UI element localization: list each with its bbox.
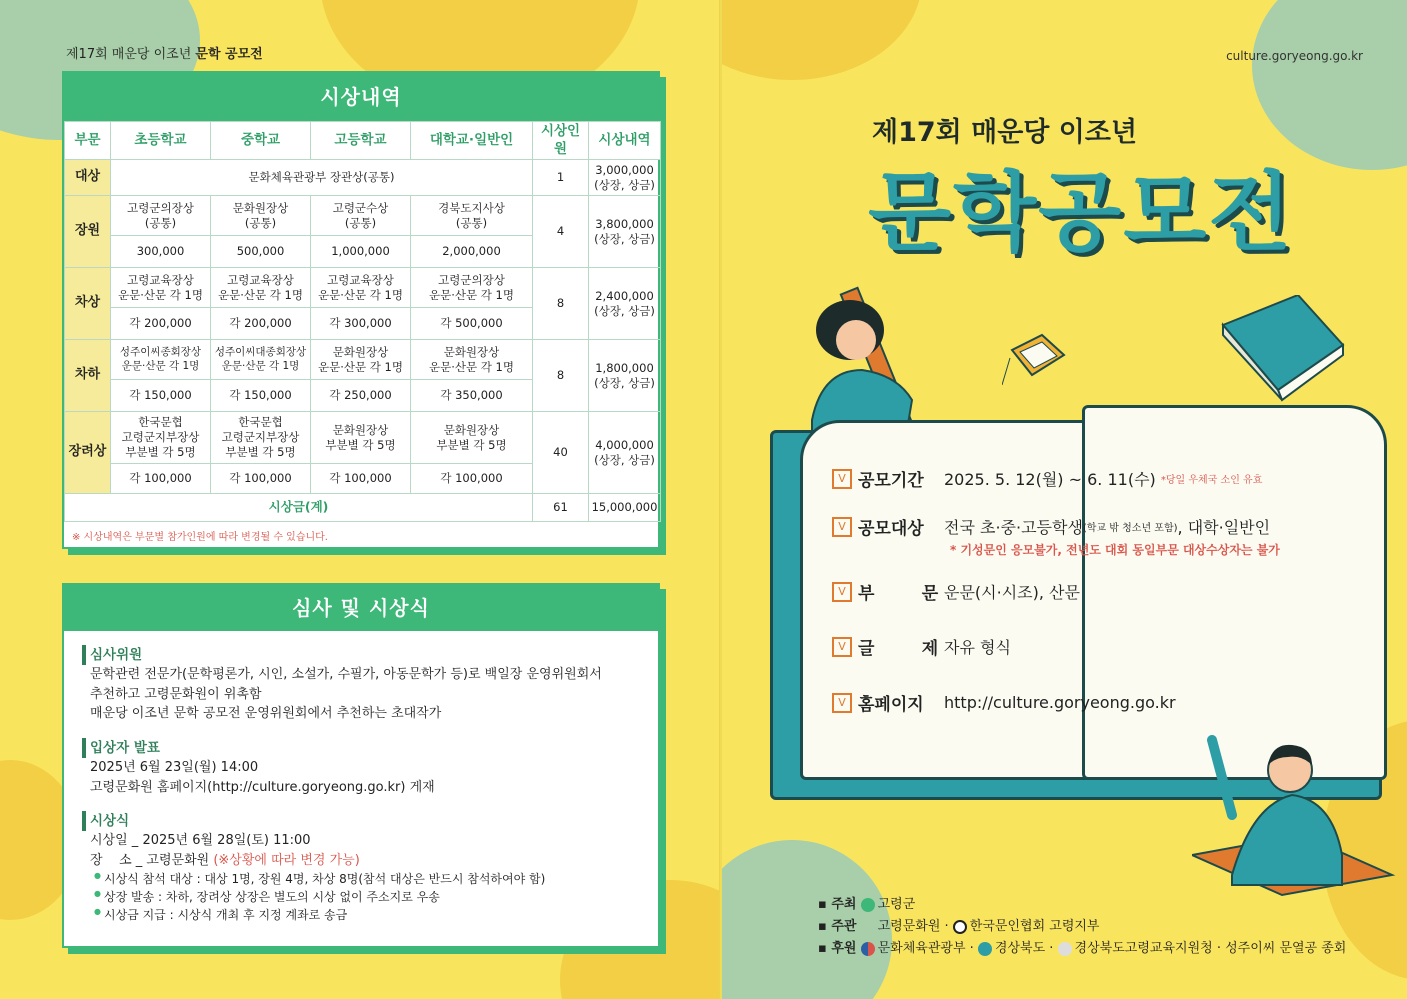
ceremony-place-text: 장 소 _ 고령문화원 xyxy=(90,852,214,868)
info-label: 공모기간 xyxy=(858,471,924,491)
amount-cell: 각 250,000 xyxy=(311,380,411,412)
ceremony-bullet: ● 상장 발송 : 차하, 장려상 상장은 별도의 시상 없이 주소지로 우송 xyxy=(82,888,640,906)
poster-title: 문학공모전 xyxy=(868,163,1294,263)
total-label: 시상금(계) xyxy=(65,494,533,522)
check-icon: V xyxy=(832,469,852,489)
judging-title: 심사 및 시상식 xyxy=(64,585,658,631)
ceremony-place xyxy=(82,851,640,871)
award-name-cell: 문화원장상 (공통) xyxy=(211,196,311,236)
info-topic xyxy=(832,634,1011,659)
award-name-cell: 성주이씨종회장상 운문·산문 각 1명 xyxy=(111,340,211,380)
detail-cell: 3,800,000 (상장, 상금) xyxy=(589,196,661,268)
col-header: 초등학교 xyxy=(111,122,211,160)
committee-line: 문학관련 전문가(문학평론가, 시인, 소설가, 수필가, 아동문학가 등)로 백일장 운영위원회서 xyxy=(90,667,602,683)
site-url: culture.goryeong.go.kr xyxy=(1226,49,1363,63)
amount-cell: 각 350,000 xyxy=(411,380,533,412)
count-cell: 8 xyxy=(533,268,589,340)
info-homepage xyxy=(832,690,1176,715)
announce-where: 고령문화원 홈페이지(http://culture.goryeong.go.kr) 게재 xyxy=(90,779,435,795)
amount-cell: 각 100,000 xyxy=(411,464,533,494)
table-row xyxy=(65,268,661,308)
award-name-cell: 고령군의장상 (공통) xyxy=(111,196,211,236)
award-name-cell: 문화원장상 부분별 각 5명 xyxy=(411,412,533,464)
header-bold: 문학 공모전 xyxy=(195,47,263,62)
division-cell: 대상 xyxy=(65,160,111,196)
total-count: 61 xyxy=(533,494,589,522)
amount-cell: 2,000,000 xyxy=(411,236,533,268)
amount-cell: 각 200,000 xyxy=(211,308,311,340)
count-cell: 1 xyxy=(533,160,589,196)
credit-sponsor-label: ▪ 후원 xyxy=(818,941,857,956)
award-name-cell: 성주이씨대종회장상 운문·산문 각 1명 xyxy=(211,340,311,380)
amount-cell: 500,000 xyxy=(211,236,311,268)
grand-prize-cell: 문화체육관광부 장관상(공통) xyxy=(111,160,533,196)
award-note: ※ 시상내역은 부문별 참가인원에 따라 변경될 수 있습니다. xyxy=(72,532,328,544)
division-cell: 차상 xyxy=(65,268,111,340)
education-office-logo-icon xyxy=(1058,942,1072,956)
credits xyxy=(818,894,1346,960)
table-row xyxy=(65,412,661,464)
info-value: 2025. 5. 12(월) ~ 6. 11(수) xyxy=(944,470,1156,489)
info-label: 홈페이지 xyxy=(858,695,924,715)
committee-line: 추천하고 고령문화원이 위촉함 xyxy=(90,686,262,702)
ceremony-bullet: ● 시상금 지급 : 시상식 개최 후 지정 계좌로 송금 xyxy=(82,906,640,924)
check-icon: V xyxy=(832,637,852,657)
col-header: 대학교·일반인 xyxy=(411,122,533,160)
credit-sponsor-name3: 경상북도고령교육지원청 · 성주이씨 문열공 종회 xyxy=(1074,941,1347,956)
committee-heading: 심사위원 xyxy=(82,645,640,665)
credit-sponsor xyxy=(818,938,1346,960)
credit-host xyxy=(818,894,1346,916)
detail-cell: 2,400,000 (상장, 상금) xyxy=(589,268,661,340)
amount-cell: 각 100,000 xyxy=(111,464,211,494)
boy-pointing-illustration xyxy=(1192,725,1402,915)
col-header: 시상내역 xyxy=(589,122,661,160)
table-row xyxy=(65,160,661,196)
award-name-cell: 고령군수상 (공통) xyxy=(311,196,411,236)
info-value: 자유 형식 xyxy=(944,638,1011,657)
info-target xyxy=(832,514,1280,558)
detail-cell: 4,000,000 (상장, 상금) xyxy=(589,412,661,494)
amount-cell: 각 500,000 xyxy=(411,308,533,340)
culture-center-logo-icon xyxy=(861,920,875,934)
goryeong-logo-icon xyxy=(861,898,875,912)
check-icon: V xyxy=(832,517,852,537)
left-header xyxy=(66,43,263,62)
count-cell: 4 xyxy=(533,196,589,268)
award-name-cell: 한국문협 고령군지부장상 부분별 각 5명 xyxy=(111,412,211,464)
award-title: 시상내역 xyxy=(64,73,658,121)
amount-cell: 각 100,000 xyxy=(211,464,311,494)
announce-heading: 입상자 발표 xyxy=(82,738,640,758)
award-name-cell: 문화원장상 운문·산문 각 1명 xyxy=(311,340,411,380)
credit-organizer-label: ▪ 주관 xyxy=(818,919,857,934)
col-header: 부문 xyxy=(65,122,111,160)
credit-host-label: ▪ 주최 xyxy=(818,897,857,912)
amount-cell: 300,000 xyxy=(111,236,211,268)
col-header: 고등학교 xyxy=(311,122,411,160)
check-icon: V xyxy=(832,582,852,602)
info-label: 글 제 xyxy=(858,639,939,659)
credit-sponsor-name2: 경상북도 · xyxy=(994,941,1058,956)
division-cell: 장원 xyxy=(65,196,111,268)
book-right-page xyxy=(1082,405,1387,780)
ceremony-bullet: ● 시상식 참석 대상 : 대상 1명, 장원 4명, 차상 8명(참석 대상은 반드시 참석하여야 함) xyxy=(82,870,640,888)
amount-cell: 각 150,000 xyxy=(211,380,311,412)
credit-sponsor-name1: 문화체육관광부 · xyxy=(877,941,978,956)
award-name-cell: 문화원장상 운문·산문 각 1명 xyxy=(411,340,533,380)
ceremony-heading: 시상식 xyxy=(82,811,640,831)
gyeongbuk-logo-icon xyxy=(978,942,992,956)
amount-cell: 각 300,000 xyxy=(311,308,411,340)
credit-host-name: 고령군 xyxy=(877,897,916,912)
amount-cell: 각 100,000 xyxy=(311,464,411,494)
award-header-row xyxy=(65,122,661,160)
amount-cell: 1,000,000 xyxy=(311,236,411,268)
info-value: 전국 초·중·고등학생 xyxy=(944,518,1083,537)
detail-cell: 1,800,000 (상장, 상금) xyxy=(589,340,661,412)
table-row xyxy=(65,196,661,236)
amount-cell: 각 200,000 xyxy=(111,308,211,340)
amount-cell: 각 150,000 xyxy=(111,380,211,412)
col-header: 중학교 xyxy=(211,122,311,160)
info-label: 부 문 xyxy=(858,584,939,604)
award-name-cell: 경북도지사상 (공통) xyxy=(411,196,533,236)
homepage-link[interactable]: http://culture.goryeong.go.kr xyxy=(944,693,1176,712)
check-icon: V xyxy=(832,693,852,713)
award-name-cell: 고령교육장상 운문·산문 각 1명 xyxy=(111,268,211,308)
award-name-cell: 문화원장상 부분별 각 5명 xyxy=(311,412,411,464)
ministry-logo-icon xyxy=(861,942,875,956)
small-book-icon xyxy=(1002,330,1072,390)
total-row xyxy=(65,494,661,522)
award-panel xyxy=(62,71,660,549)
header-prefix: 제17회 매운당 이조년 xyxy=(66,47,196,62)
ceremony-place-note: (※상황에 따라 변경 가능) xyxy=(213,852,360,868)
info-label: 공모대상 xyxy=(858,519,924,539)
count-cell: 8 xyxy=(533,340,589,412)
count-cell: 40 xyxy=(533,412,589,494)
award-name-cell: 고령군의장상 운문·산문 각 1명 xyxy=(411,268,533,308)
announce-date: 2025년 6월 23일(월) 14:00 xyxy=(90,760,259,775)
credit-organizer xyxy=(818,916,1346,938)
ceremony-date: 시상일 _ 2025년 6월 28일(토) 11:00 xyxy=(90,833,311,849)
bg-blob-top-orange xyxy=(722,0,922,80)
poster-subtitle: 제17회 매운당 이조년 xyxy=(872,117,1138,148)
col-header: 시상인원 xyxy=(533,122,589,160)
award-name-cell: 고령교육장상 운문·산문 각 1명 xyxy=(211,268,311,308)
division-cell: 장려상 xyxy=(65,412,111,494)
total-amount: 15,000,000 xyxy=(589,494,661,522)
info-note: *당일 우체국 소인 유효 xyxy=(1160,475,1263,486)
info-division xyxy=(832,579,1080,604)
detail-cell: 3,000,000 (상장, 상금) xyxy=(589,160,661,196)
info-value: 운문(시·시조), 산문 xyxy=(944,583,1080,602)
table-row xyxy=(65,340,661,380)
award-name-cell: 고령교육장상 운문·산문 각 1명 xyxy=(311,268,411,308)
info-value-tail: , 대학·일반인 xyxy=(1177,518,1271,537)
right-page xyxy=(722,0,1407,999)
committee-line: 매운당 이조년 문학 공모전 운영위원회에서 추천하는 초대작가 xyxy=(90,706,442,722)
division-cell: 차하 xyxy=(65,340,111,412)
judging-panel xyxy=(62,583,660,948)
writers-association-logo-icon xyxy=(953,920,967,934)
credit-organizer-name2: 한국문인협회 고령지부 xyxy=(969,919,1100,934)
info-period xyxy=(832,466,1262,491)
award-table xyxy=(64,121,661,522)
judging-body xyxy=(64,631,658,934)
credit-organizer-name: 고령문화원 · xyxy=(877,919,953,934)
info-value-small: (학교 밖 청소년 포함) xyxy=(1082,523,1178,534)
award-name-cell: 한국문협 고령군지부장상 부분별 각 5명 xyxy=(211,412,311,464)
info-note: * 기성문인 응모불가, 전년도 대회 동일부문 대상수상자는 불가 xyxy=(950,543,1280,557)
